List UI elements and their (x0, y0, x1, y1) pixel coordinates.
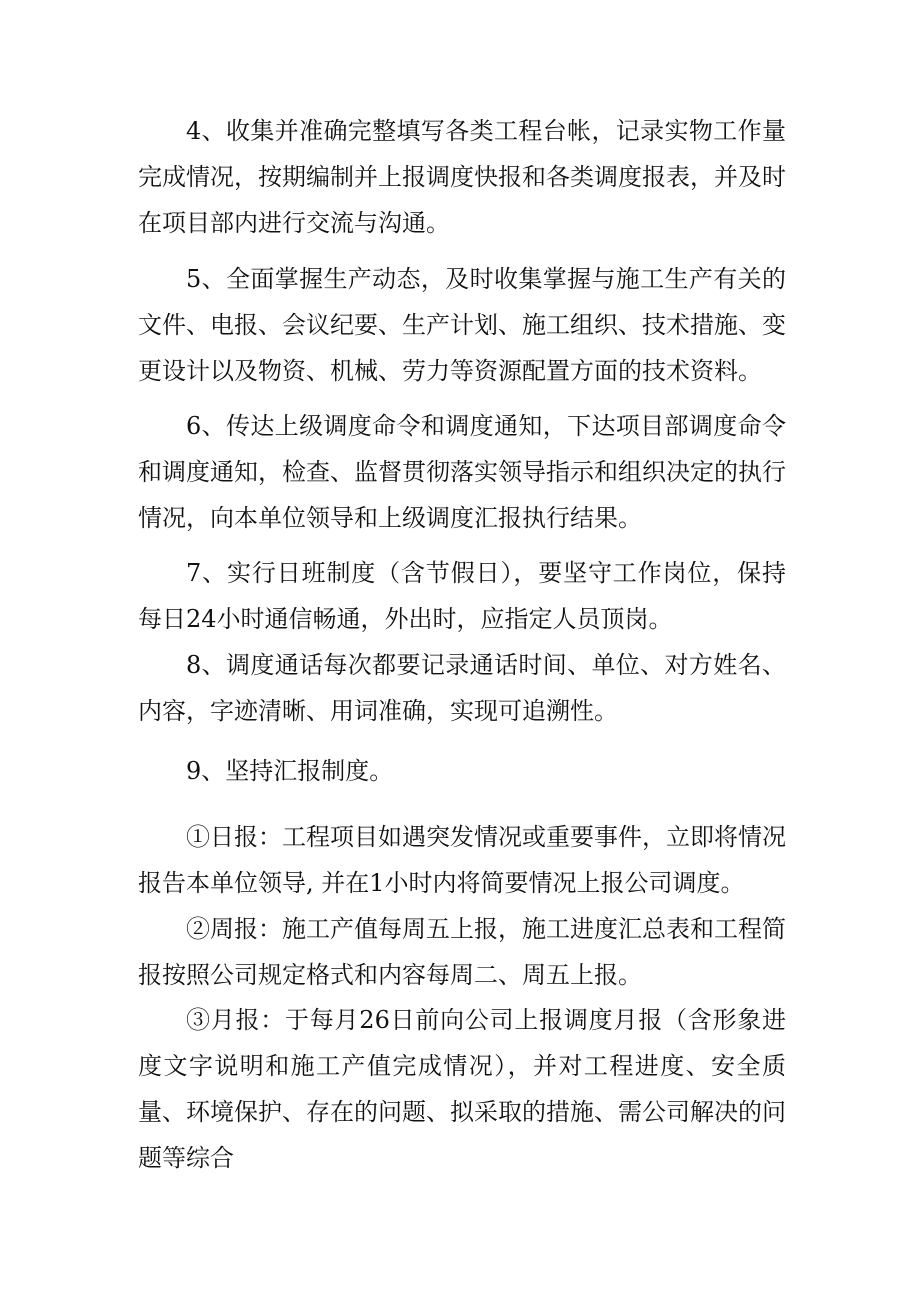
paragraph-weekly-report: ②周报：施工产值每周五上报，施工进度汇总表和工程简报按照公司规定格式和内容每周二、周五上报。 (138, 915, 786, 989)
paragraph-item-9: 9、坚持汇报制度。 (186, 757, 394, 785)
paragraph-item-4: 4、收集并准确完整填写各类工程台帐，记录实物工作量完成情况，按期编制并上报调度快报和各类调度报表，并及时在项目部内进行交流与沟通。 (138, 117, 786, 237)
paragraph-daily-report: ①日报：工程项目如遇突发情况或重要事件，立即将情况报告本单位领导, 并在1小时内将简要情况上报公司调度。 (138, 823, 786, 897)
paragraph-item-5: 5、全面掌握生产动态，及时收集掌握与施工生产有关的文件、电报、会议纪要、生产计划、施工组织、技术措施、变更设计以及物资、机械、劳力等资源配置方面的技术资料。 (138, 265, 786, 385)
paragraph-item-7: 7、实行日班制度（含节假日），要坚守工作岗位，保持每日24小时通信畅通，外出时，应指定人员顶岗。 (138, 559, 786, 633)
paragraph-monthly-report: ③月报：于每月26日前向公司上报调度月报（含形象进度文字说明和施工产值完成情况），并对工程进度、安全质量、环境保护、存在的问题、拟采取的措施、需公司解决的问题等综合 (138, 1006, 786, 1172)
paragraph-item-8: 8、调度通话每次都要记录通话时间、单位、对方姓名、内容，字迹清晰、用词准确，实现可追溯性。 (138, 651, 786, 725)
paragraph-item-6: 6、传达上级调度命令和调度通知，下达项目部调度命令和调度通知，检查、监督贯彻落实领导指示和组织决定的执行情况，向本单位领导和上级调度汇报执行结果。 (138, 412, 786, 532)
